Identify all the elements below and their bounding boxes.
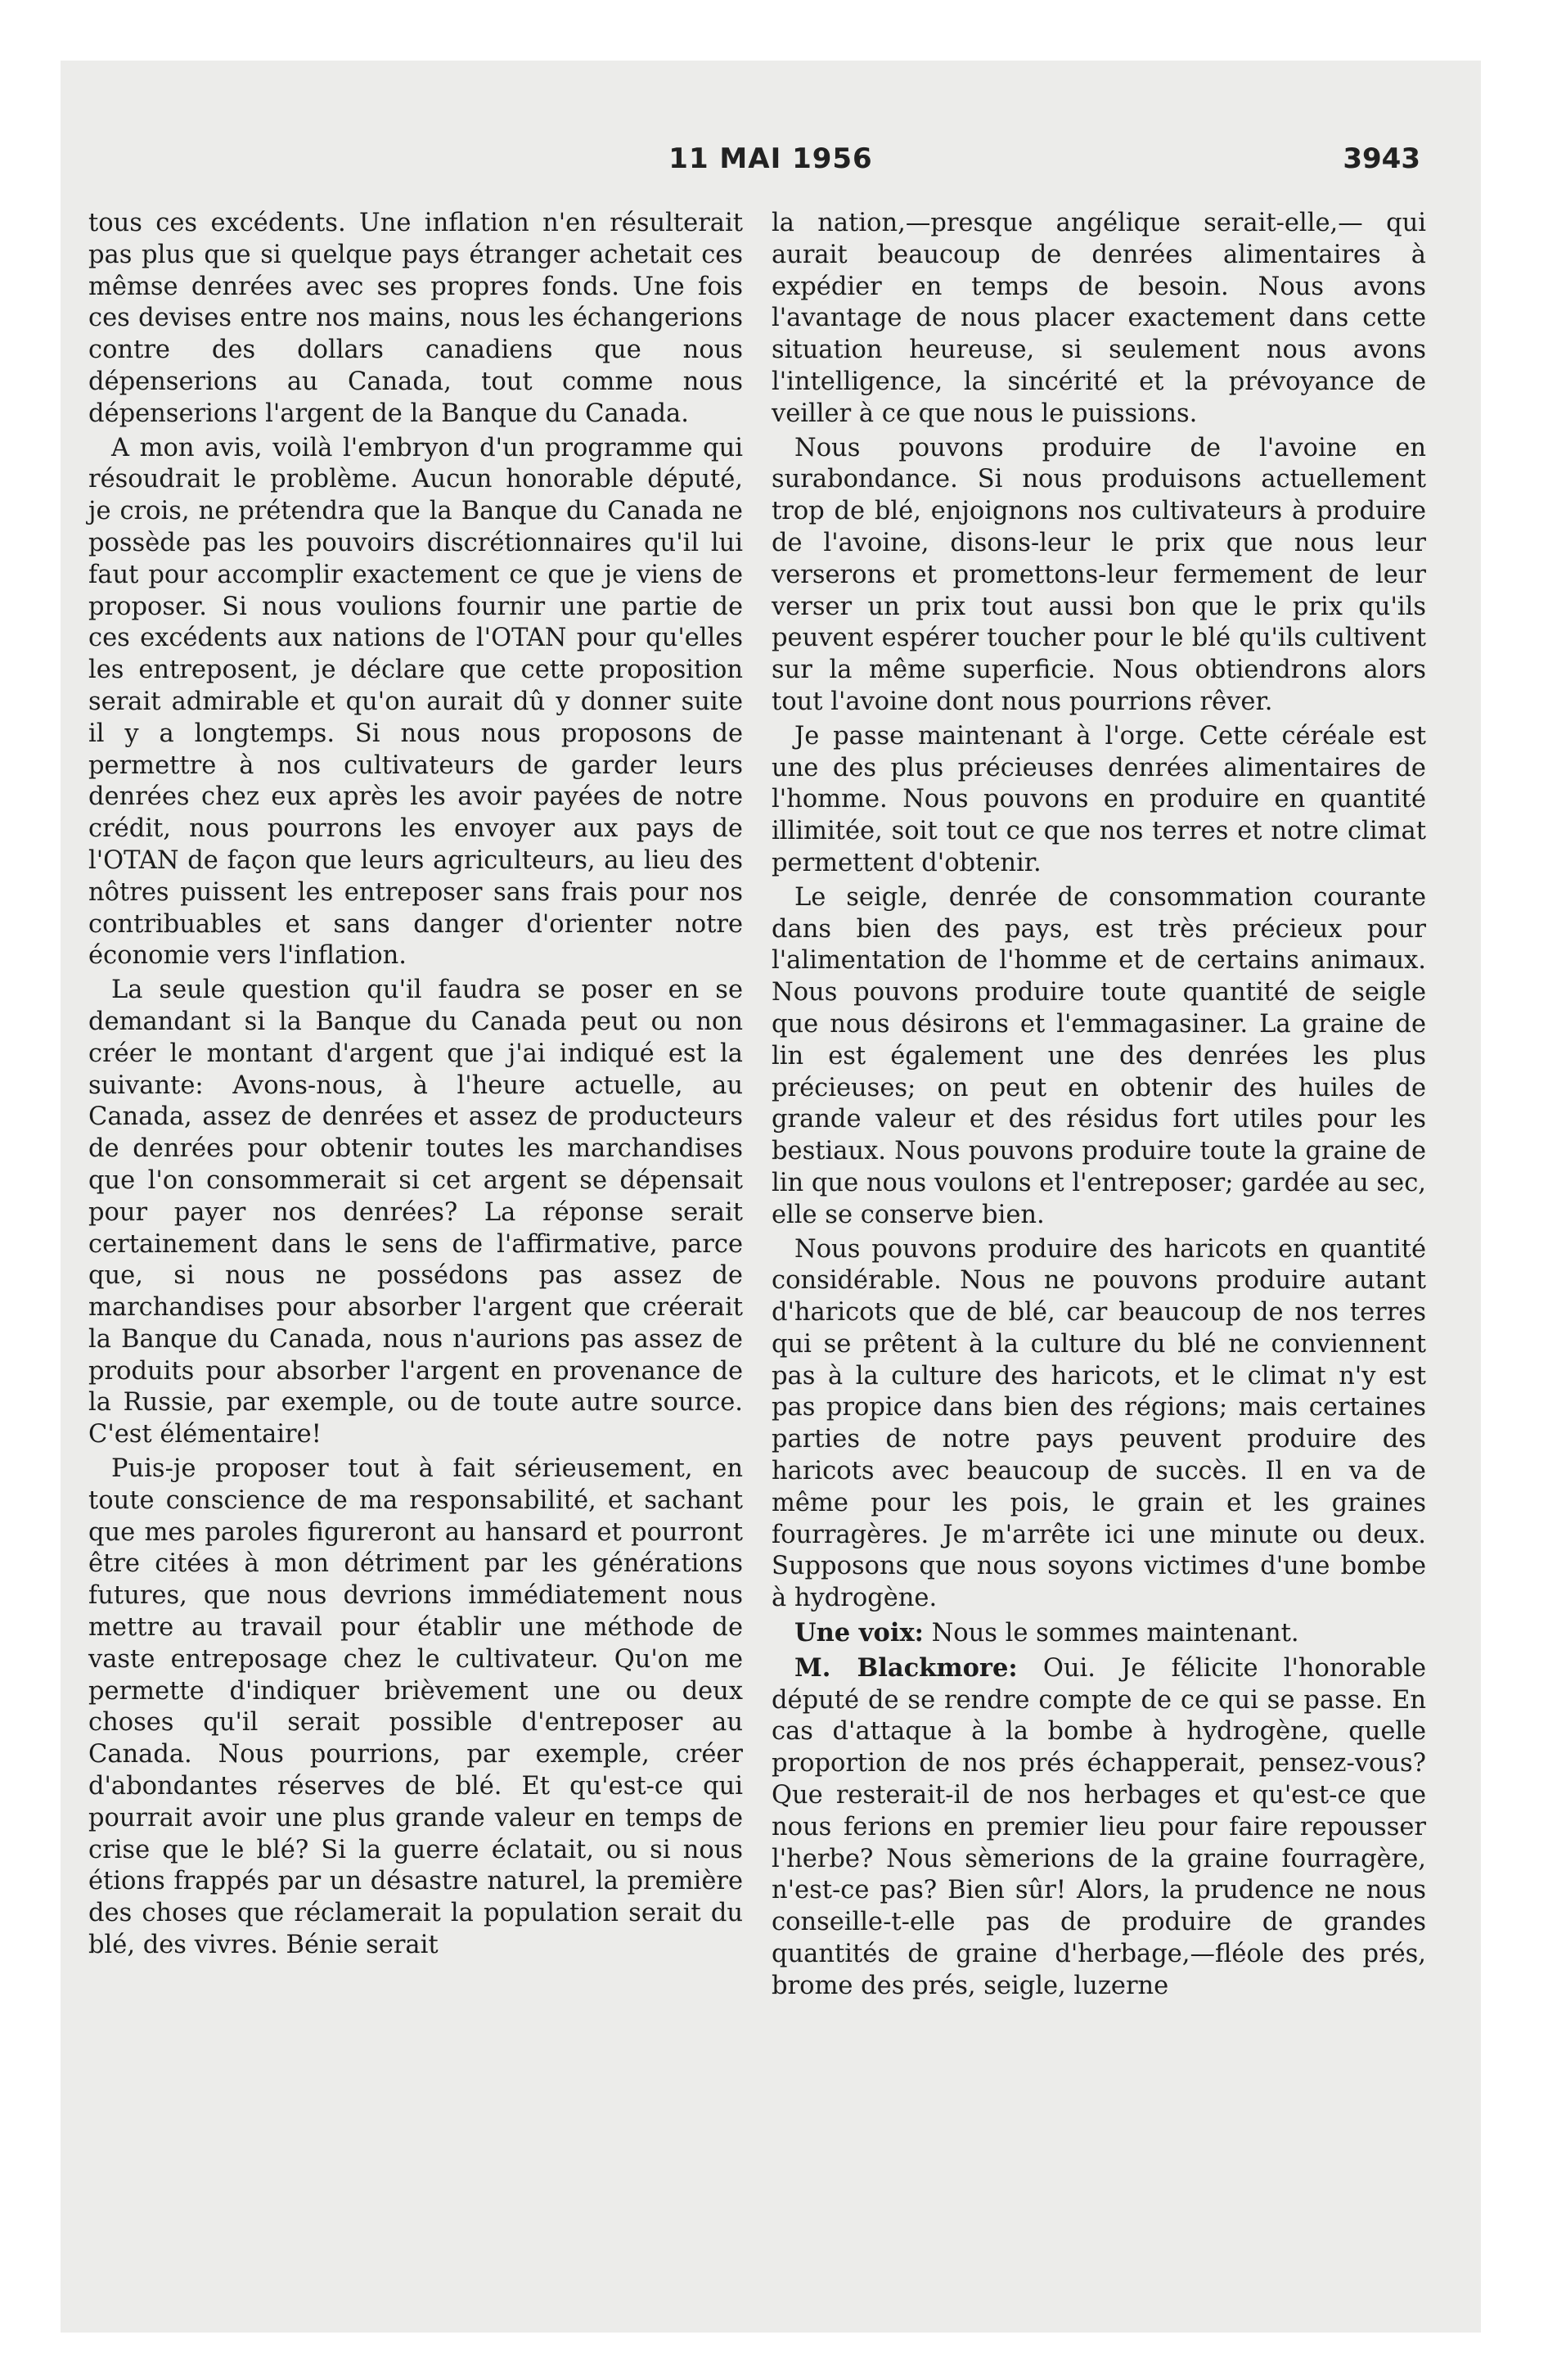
page-header: [61, 142, 1481, 183]
speaker-name: Une voix:: [794, 1618, 924, 1648]
paragraph: La seule question qu'il faudra se poser en se demandant si la Banque du Canada peut ou non créer le montant d'argent que j'ai indiqué est la suivante: Avons-nous, à l'heure actuelle, au Canada, assez de denrées et assez de producteurs de denrées pour obtenir toutes les marchandises que l'on consommerait si cet argent se dépensait pour payer nos denrées? La réponse serait certainement dans le sens de l'affirmative, parce que, si nous ne possédons pas assez de marchandises pour absorber l'argent que créerait la Banque du Canada, nous n'aurions pas assez de produits pour absorber l'argent en provenance de la Russie, par exemple, ou de toute autre source. C'est élémentaire!: [88, 976, 743, 1449]
left-column: [88, 208, 743, 1964]
speech: [772, 1652, 1426, 2003]
paragraph: Puis-je proposer tout à fait sérieusement, en toute conscience de ma responsabilité, et sachant que mes paroles figureront au hansard et pourront être citées à mon détriment par les générations futures, que nous devrions immédiatement nous mettre au travail pour établir une méthode de vaste entreposage chez le cultivateur. Qu'on me permette d'indiquer brièvement une ou deux choses qu'il serait possible d'entreposer au Canada. Nous pourrions, par exemple, créer d'abondantes réserves de blé. Et qu'est-ce qui pourrait avoir une plus grande valeur en temps de crise que le blé? Si la guerre éclatait, ou si nous étions frappés par un désastre naturel, la première des choses que réclamerait la population serait du blé, des vivres. Bénie serait: [88, 1454, 743, 1960]
page-number: 3943: [1343, 142, 1420, 175]
paragraph: Le seigle, denrée de consommation courante dans bien des pays, est très précieux pour l'alimentation de l'homme et de certains animaux. Nous pouvons produire toute quantité de seigle que nous désirons et l'emmagasiner. La graine de lin est également une des denrées les plus précieuses; on peut en obtenir des huiles de grande valeur et des résidus fort utiles pour les bestiaux. Nous pouvons produire toute la graine de lin que nous voulons et l'entreposer; gardée au sec, elle se conserve bien.: [772, 882, 1426, 1229]
interjection: [772, 1617, 1426, 1650]
paragraph: la nation,—presque angélique serait-elle,— qui aurait beaucoup de denrées alimentaires à expédier en temps de besoin. Nous avons l'avantage de nous placer exactement dans cette situation heureuse, si seulement nous avons l'intelligence, la sincérité et la prévoyance de veiller à ce que nous le puissions.: [772, 209, 1426, 428]
paragraph: A mon avis, voilà l'embryon d'un programme qui résoudrait le problème. Aucun honorable député, je crois, ne prétendra que la Banque du Canada ne possède pas les pouvoirs discrétionnaires qu'il lui faut pour accomplir exactement ce que je viens de proposer. Si nous voulions fournir une partie de ces excédents aux nations de l'OTAN pour qu'elles les entreposent, je déclare que cette proposition serait admirable et qu'on aurait dû y donner suite il y a longtemps. Si nous nous proposons de permettre à nos cultivateurs de garder leurs denrées chez eux après les avoir payées de notre crédit, nous pourrons les envoyer aux pays de l'OTAN de façon que leurs agriculteurs, au lieu des nôtres puissent les entreposer sans frais pour nos contribuables et sans danger d'orienter notre économie vers l'inflation.: [88, 433, 743, 971]
page-date: 11 MAI 1956: [668, 142, 873, 175]
speaker-name: M. Blackmore:: [794, 1652, 1018, 1683]
right-column: [772, 208, 1426, 2005]
speech-text: Oui. Je félicite l'honorable député de se rendre compte de ce qui se passe. En cas d'attaque à la bombe à hydrogène, quelle proportion de nos prés échapperait, pensez-vous? Que resterait-il de nos herbages et qu'est-ce que nous ferions en premier lieu pour faire repousser l'herbe? Nous sèmerions de la graine fourragère, n'est-ce pas? Bien sûr! Alors, la prudence ne nous conseille-t-elle pas de produire de grandes quantités de graine d'herbage,—fléole des prés, brome des prés, seigle, luzerne: [772, 1653, 1426, 2000]
scanned-page: [61, 61, 1481, 2333]
paragraph: tous ces excédents. Une inflation n'en résulterait pas plus que si quelque pays étranger achetait ces mêmse denrées avec ses propres fonds. Une fois ces devises entre nos mains, nous les échangerions contre des dollars canadiens que nous dépenserions au Canada, tout comme nous dépenserions l'argent de la Banque du Canada.: [88, 209, 743, 428]
speech-text: Nous le sommes maintenant.: [923, 1619, 1299, 1648]
paragraph: Je passe maintenant à l'orge. Cette céréale est une des plus précieuses denrées alimentaires de l'homme. Nous pouvons en produire en quantité illimitée, soit tout ce que nos terres et notre climat permettent d'obtenir.: [772, 721, 1426, 877]
paragraph: Nous pouvons produire de l'avoine en surabondance. Si nous produisons actuellement trop de blé, enjoignons nos cultivateurs à produire de l'avoine, disons-leur le prix que nous leur verserons et promettons-leur fermement de leur verser un prix tout aussi bon que le prix qu'ils peuvent espérer toucher pour le blé qu'ils cultivent sur la même superficie. Nous obtiendrons alors tout l'avoine dont nous pourrions rêver.: [772, 433, 1426, 716]
paragraph: Nous pouvons produire des haricots en quantité considérable. Nous ne pouvons produire autant d'haricots que de blé, car beaucoup de nos terres qui se prêtent à la culture du blé ne conviennent pas à la culture des haricots, et le climat n'y est pas propice dans bien des régions; mais certaines parties de notre pays peuvent produire des haricots avec beaucoup de succès. Il en va de même pour les pois, le grain et les graines fourragères. Je m'arrête ici une minute ou deux. Supposons que nous soyons victimes d'une bombe à hydrogène.: [772, 1234, 1426, 1613]
